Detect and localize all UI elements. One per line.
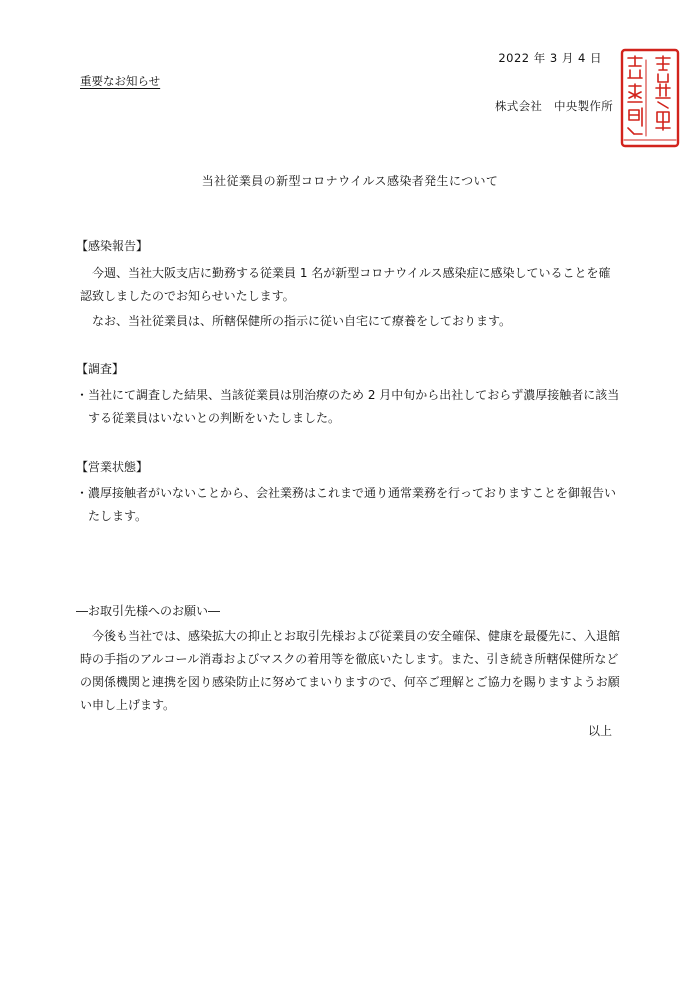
infection-report-note: なお、当社従業員は、所轄保健所の指示に従い自宅にて療養をしております。 (92, 314, 512, 328)
bullet-marker: ・ (76, 388, 89, 402)
important-notice-label: 重要なお知らせ (80, 74, 161, 88)
company-seal-stamp (620, 48, 680, 148)
section-heading-operations: 【営業状態】 (76, 460, 149, 474)
section-heading-investigation: 【調査】 (76, 362, 125, 376)
document-title: 当社従業員の新型コロナウイルス感染者発生について (201, 174, 499, 188)
closing-remark: 以上 (587, 724, 612, 738)
section-heading-infection-report: 【感染報告】 (76, 239, 149, 253)
request-paragraph: 今後も当社では、感染拡大の抑止とお取引先様および従業員の安全確保、健康を最優先に、入退館時の手指のアルコール消毒およびマスクの着用等を徹底いたします。また、引き続き所轄保健所などの関係機関と連携を図り感染防止に努めてまいりますので、何卒ご理解とご協力を賜りますようお願い申し上げます。 (80, 629, 621, 712)
operations-bullet-text: 濃厚接触者がいないことから、会社業務はこれまで通り通常業務を行っておりますことを御報告いたします。 (88, 486, 617, 523)
operations-bullet (76, 482, 624, 528)
seal-graphic (620, 48, 680, 148)
investigation-bullet (76, 384, 624, 430)
section-heading-request: ―お取引先様へのお願い― (76, 604, 221, 618)
investigation-bullet-text: 当社にて調査した結果、当該従業員は別治療のため 2 月中旬から出社しておらず濃厚接触者に該当する従業員はいないとの判断をいたしました。 (88, 388, 620, 425)
company-name: 株式会社 中央製作所 (495, 99, 613, 113)
infection-report-paragraph: 今週、当社大阪支店に勤務する従業員 1 名が新型コロナウイルス感染症に感染していることを確認致しましたのでお知らせいたします。 (80, 266, 611, 303)
document-date: 2022 年 3 月 4 日 (498, 51, 602, 65)
bullet-marker: ・ (76, 486, 89, 500)
